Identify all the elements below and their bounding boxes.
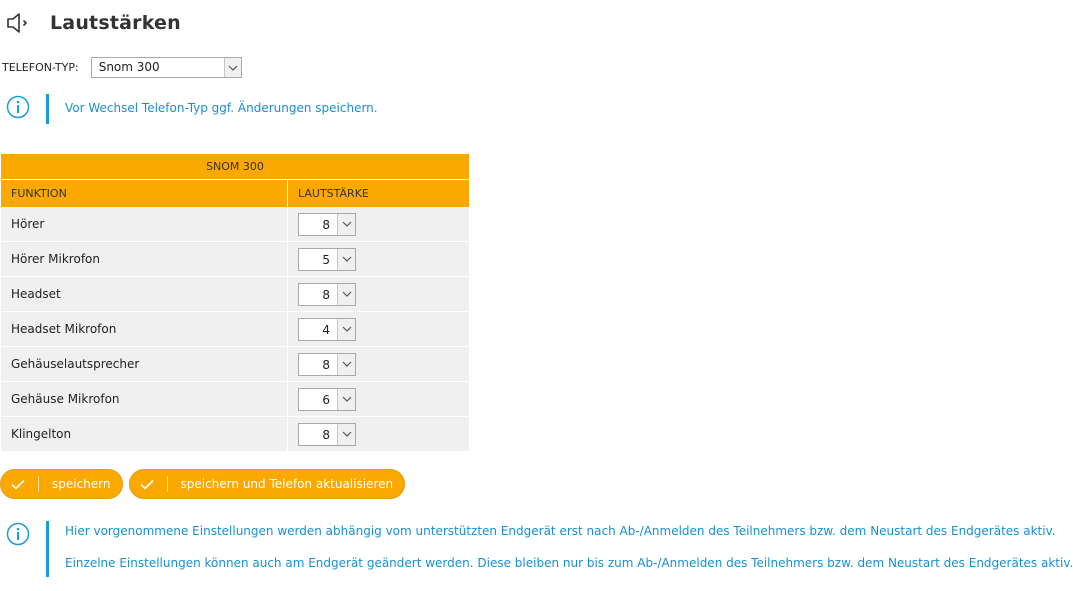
volume-value: 8 xyxy=(322,217,330,232)
table-row xyxy=(1,347,469,382)
save-button[interactable] xyxy=(0,469,123,499)
table-row xyxy=(1,242,469,277)
volume-select[interactable] xyxy=(298,318,356,341)
save-and-update-phone-button[interactable] xyxy=(129,469,406,499)
info-box-top xyxy=(6,94,378,124)
table-row xyxy=(1,382,469,417)
phone-type-value: Snom 300 xyxy=(98,60,160,74)
volume-value: 4 xyxy=(322,322,330,337)
info-bar xyxy=(46,94,49,124)
row-function: Gehäuse Mikrofon xyxy=(1,382,288,417)
row-function: Hörer xyxy=(1,207,288,242)
volume-value: 8 xyxy=(322,427,330,442)
info-bar xyxy=(46,521,49,577)
speaker-icon xyxy=(6,11,32,35)
chevron-down-icon xyxy=(337,424,355,445)
table-row xyxy=(1,207,469,242)
save-and-update-button-label: speichern und Telefon aktualisieren xyxy=(180,477,394,491)
chevron-down-icon xyxy=(337,249,355,270)
volume-select[interactable] xyxy=(298,283,356,306)
phone-type-row xyxy=(2,57,242,78)
check-icon xyxy=(11,479,25,490)
table-row xyxy=(1,417,469,452)
volume-select[interactable] xyxy=(298,388,356,411)
info-text-line-1: Hier vorgenommene Einstellungen werden abhängig vom unterstützten Endgerät erst nach Ab-/Anmelden des Teilnehmers bzw. dem Neustart des Endgerätes aktiv. xyxy=(65,524,1056,538)
chevron-down-icon xyxy=(337,354,355,375)
volume-table xyxy=(1,154,469,452)
info-icon xyxy=(6,522,30,577)
table-row xyxy=(1,312,469,347)
volume-value: 8 xyxy=(322,287,330,302)
info-text: Vor Wechsel Telefon-Typ ggf. Änderungen speichern. xyxy=(65,101,378,115)
column-header-volume: LAUTSTÄRKE xyxy=(288,180,470,208)
volume-value: 8 xyxy=(322,357,330,372)
phone-type-label: TELEFON-TYP: xyxy=(2,61,79,74)
page-title: Lautstärken xyxy=(50,12,181,34)
chevron-down-icon xyxy=(337,389,355,410)
button-row xyxy=(0,469,411,499)
volume-select[interactable] xyxy=(298,353,356,376)
volume-select[interactable] xyxy=(298,423,356,446)
chevron-down-icon xyxy=(337,319,355,340)
chevron-down-icon xyxy=(337,284,355,305)
volume-select[interactable] xyxy=(298,248,356,271)
row-function: Klingelton xyxy=(1,417,288,452)
table-caption: SNOM 300 xyxy=(1,154,469,180)
column-header-function: FUNKTION xyxy=(1,180,288,208)
page-header xyxy=(6,8,181,38)
button-separator xyxy=(38,476,39,492)
phone-type-select[interactable] xyxy=(91,57,242,78)
chevron-down-icon xyxy=(224,58,241,77)
row-function: Gehäuselautsprecher xyxy=(1,347,288,382)
table-row xyxy=(1,277,469,312)
row-function: Headset xyxy=(1,277,288,312)
check-icon xyxy=(140,479,154,490)
row-function: Hörer Mikrofon xyxy=(1,242,288,277)
info-text-line-2: Einzelne Einstellungen können auch am Endgerät geändert werden. Diese bleiben nur bis zum Ab-/Anmelden des Teilnehmers bzw. dem Neustart des Endgerätes aktiv. xyxy=(65,556,1073,570)
volume-select[interactable] xyxy=(298,213,356,236)
row-function: Headset Mikrofon xyxy=(1,312,288,347)
button-separator xyxy=(167,476,168,492)
save-button-label: speichern xyxy=(52,477,111,491)
chevron-down-icon xyxy=(337,214,355,235)
info-box-bottom xyxy=(6,521,1073,577)
volume-value: 5 xyxy=(322,252,330,267)
info-icon xyxy=(6,95,30,124)
volume-value: 6 xyxy=(322,392,330,407)
